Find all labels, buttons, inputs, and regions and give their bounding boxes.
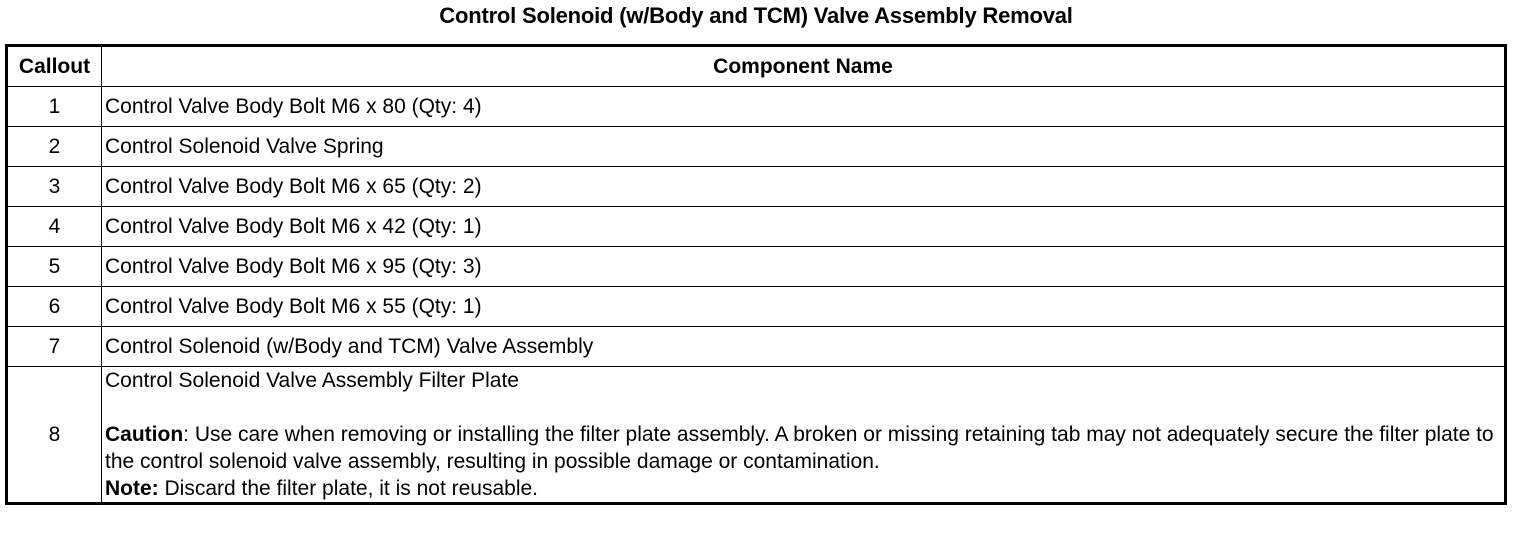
component-name-cell: Control Valve Body Bolt M6 x 80 (Qty: 4) <box>102 87 1506 127</box>
component-name-cell <box>102 367 1506 504</box>
callout-cell: 6 <box>7 287 102 327</box>
component-name-text: Control Solenoid Valve Assembly Filter Plate <box>105 369 519 392</box>
callout-cell: 3 <box>7 167 102 207</box>
callout-cell: 5 <box>7 247 102 287</box>
component-name-cell: Control Valve Body Bolt M6 x 65 (Qty: 2) <box>102 167 1506 207</box>
header-component-name: Component Name <box>102 46 1506 87</box>
table-row <box>7 367 1506 504</box>
component-name-cell: Control Solenoid Valve Spring <box>102 127 1506 167</box>
table-row <box>7 87 1506 127</box>
table-row <box>7 167 1506 207</box>
callout-cell: 7 <box>7 327 102 367</box>
callout-cell: 8 <box>7 367 102 504</box>
components-table <box>5 44 1507 505</box>
caution-text: : Use care when removing or installing the filter plate assembly. A broken or missing retaining tab may not adequately secure the filter plate to the control solenoid valve assembly, resulting in possible damage or contamination. <box>105 423 1494 473</box>
note-paragraph <box>105 475 1501 502</box>
component-name-cell: Control Valve Body Bolt M6 x 55 (Qty: 1) <box>102 287 1506 327</box>
table-row <box>7 327 1506 367</box>
table-row <box>7 127 1506 167</box>
note-text: Discard the filter plate, it is not reusable. <box>158 477 539 500</box>
table-row <box>7 287 1506 327</box>
component-name-cell: Control Solenoid (w/Body and TCM) Valve Assembly <box>102 327 1506 367</box>
callout-cell: 2 <box>7 127 102 167</box>
note-label: Note: <box>105 477 159 500</box>
component-name-cell: Control Valve Body Bolt M6 x 95 (Qty: 3) <box>102 247 1506 287</box>
component-name-cell: Control Valve Body Bolt M6 x 42 (Qty: 1) <box>102 207 1506 247</box>
table-row <box>7 207 1506 247</box>
caution-label: Caution <box>105 423 184 446</box>
caution-paragraph <box>105 421 1501 475</box>
header-callout: Callout <box>7 46 102 87</box>
table-row <box>7 247 1506 287</box>
table-header-row <box>7 46 1506 87</box>
callout-cell: 1 <box>7 87 102 127</box>
callout-cell: 4 <box>7 207 102 247</box>
document-title: Control Solenoid (w/Body and TCM) Valve Assembly Removal <box>439 3 1073 28</box>
paragraph-spacer <box>105 394 1501 421</box>
